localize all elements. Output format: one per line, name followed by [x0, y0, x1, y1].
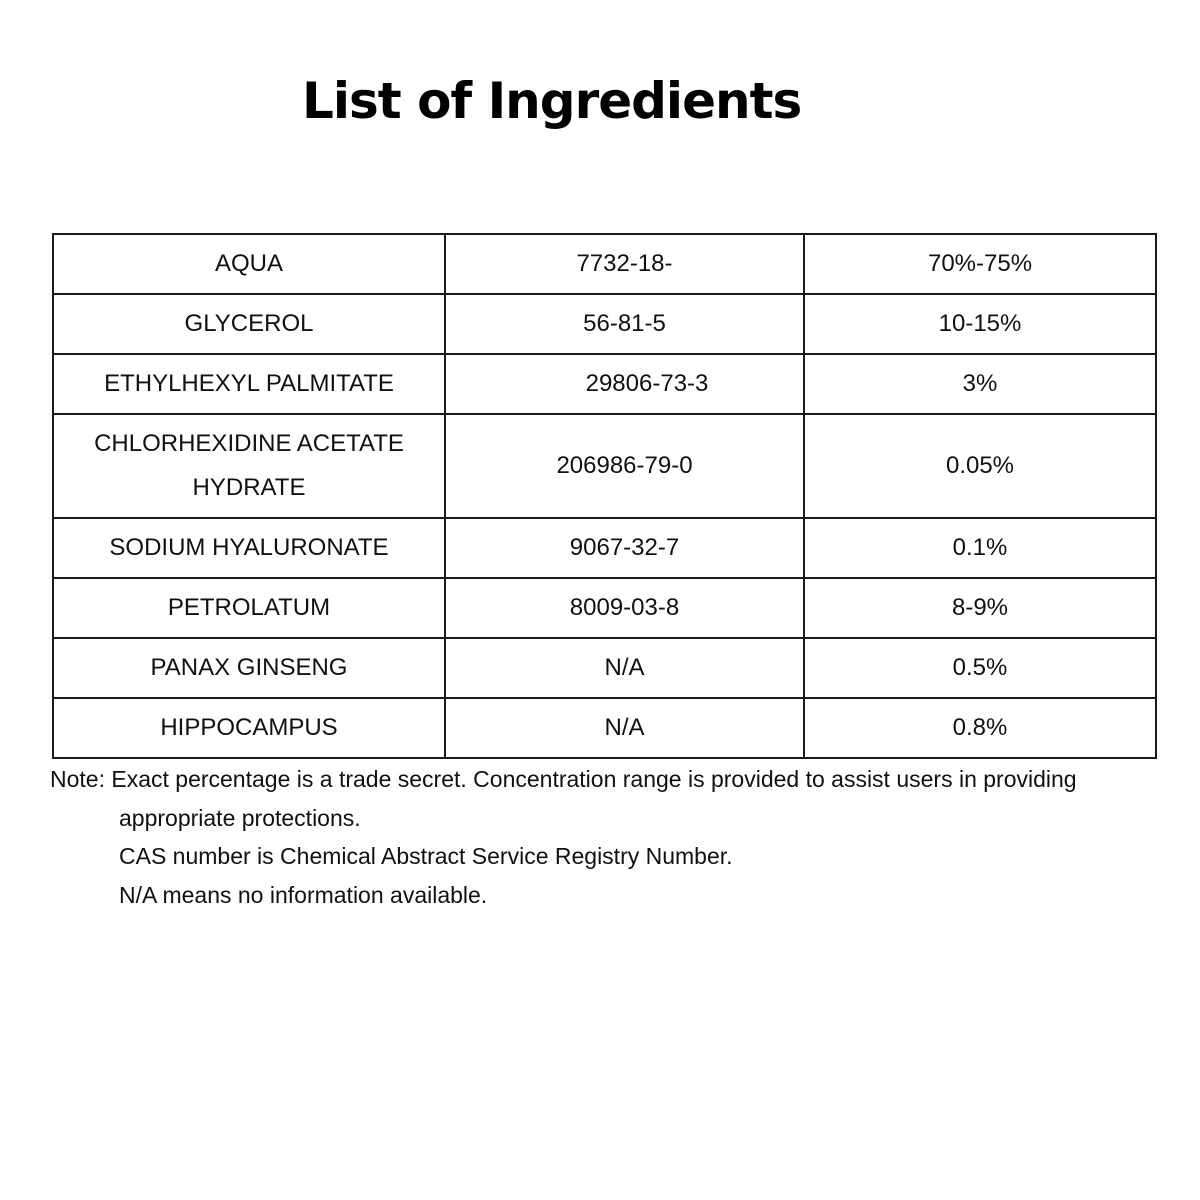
ingredient-name: GLYCEROL — [53, 294, 445, 354]
cas-number: 8009-03-8 — [445, 578, 804, 638]
table-row — [53, 234, 1156, 294]
concentration: 3% — [804, 354, 1156, 414]
table-row — [53, 638, 1156, 698]
cas-number-text: 29806-73-3 — [585, 370, 709, 397]
concentration: 0.1% — [804, 518, 1156, 578]
note-trade-secret-continued: appropriate protections. — [119, 804, 361, 831]
table-row — [53, 354, 1156, 414]
note-trade-secret: Note: Exact percentage is a trade secret. Concentration range is provided to assist users in providing — [50, 766, 1077, 792]
ingredient-name-line-1: CHLORHEXIDINE ACETATE — [94, 430, 404, 457]
cas-number: 56-81-5 — [445, 294, 804, 354]
table-row — [53, 518, 1156, 578]
ingredient-name: PETROLATUM — [53, 578, 445, 638]
cas-number: 7732-18- — [445, 234, 804, 294]
ingredient-name: HIPPOCAMPUS — [53, 698, 445, 758]
ingredient-name: PANAX GINSENG — [53, 638, 445, 698]
table-row — [53, 578, 1156, 638]
note-na-definition: N/A means no information available. — [119, 881, 488, 908]
notes-section — [50, 760, 1160, 914]
cas-number: 9067-32-7 — [445, 518, 804, 578]
concentration: 0.8% — [804, 698, 1156, 758]
concentration: 8-9% — [804, 578, 1156, 638]
cas-number — [445, 354, 804, 414]
concentration: 0.05% — [804, 414, 1156, 518]
ingredients-table — [52, 233, 1157, 759]
ingredient-name-line-2: HYDRATE — [192, 474, 306, 501]
ingredient-name — [53, 414, 445, 518]
concentration: 0.5% — [804, 638, 1156, 698]
concentration: 10-15% — [804, 294, 1156, 354]
concentration: 70%-75% — [804, 234, 1156, 294]
cas-number: N/A — [445, 698, 804, 758]
table-row — [53, 294, 1156, 354]
note-cas-definition: CAS number is Chemical Abstract Service Registry Number. — [119, 843, 733, 869]
ingredient-name: AQUA — [53, 234, 445, 294]
ingredient-name: ETHYLHEXYL PALMITATE — [53, 354, 445, 414]
ingredient-name: SODIUM HYALURONATE — [53, 518, 445, 578]
table-row — [53, 414, 1156, 518]
cas-number: 206986-79-0 — [445, 414, 804, 518]
cas-number: N/A — [445, 638, 804, 698]
table-row — [53, 698, 1156, 758]
page-title: List of Ingredients — [302, 72, 802, 130]
